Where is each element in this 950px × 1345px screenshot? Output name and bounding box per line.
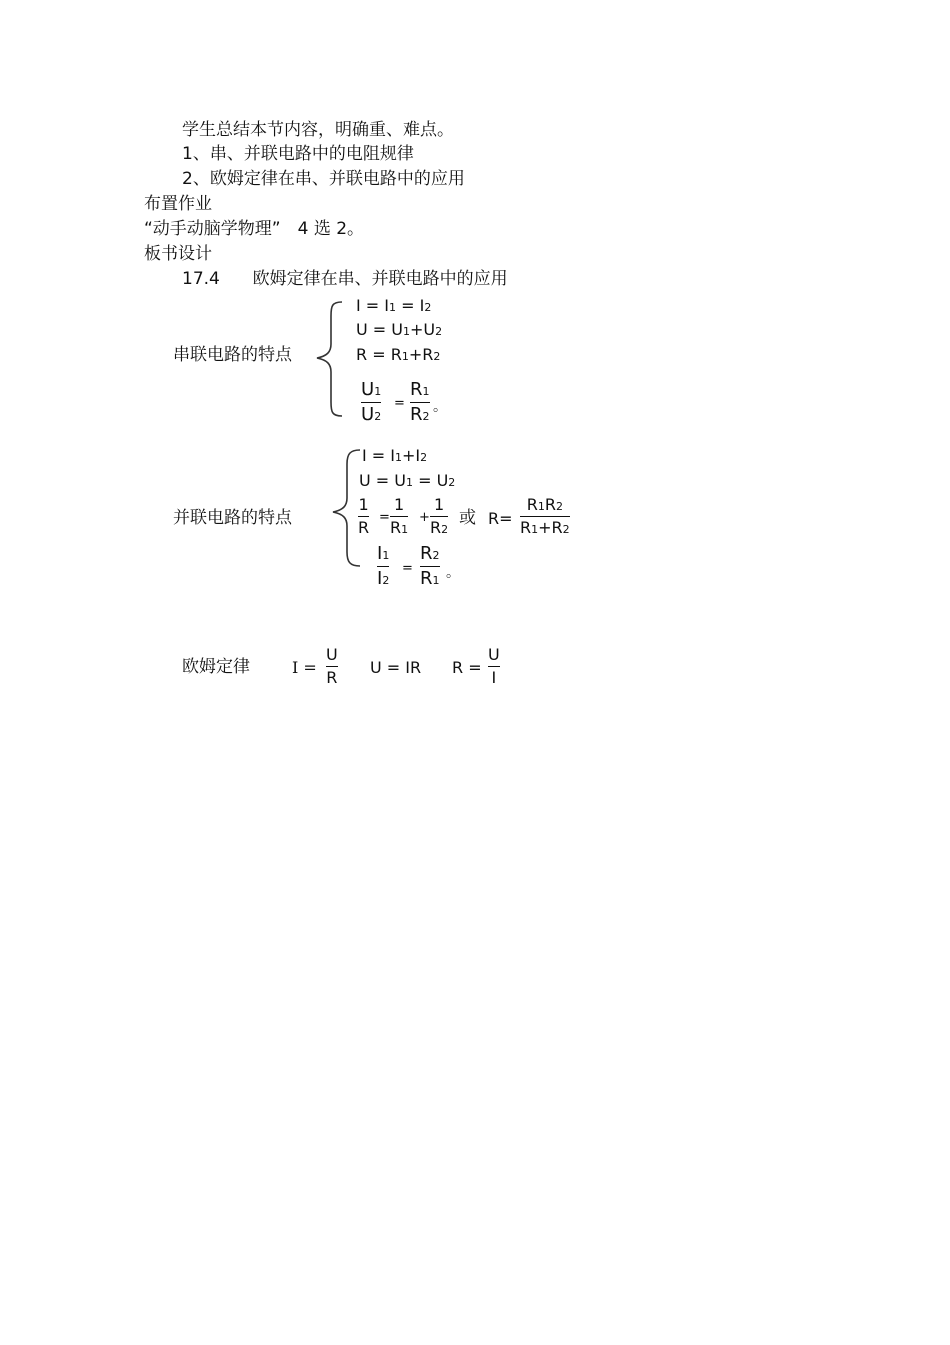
parallel-reciprocal-r2: 1 R2 — [430, 495, 449, 537]
series-brace-icon — [312, 298, 352, 420]
ohm-label: 欧姆定律 — [182, 657, 250, 677]
ohm-resistance-lhs: R = — [452, 658, 482, 677]
parallel-label: 并联电路的特点 — [173, 508, 292, 528]
parallel-voltage-formula: U = U1 = U2 — [359, 471, 456, 490]
section-number: 17.4 — [182, 269, 220, 289]
series-voltage-ratio: U1 U2 — [361, 379, 382, 425]
series-ratio-period: 。 — [433, 399, 447, 415]
series-voltage-formula: U = U1+U2 — [356, 320, 443, 339]
series-label: 串联电路的特点 — [173, 345, 292, 365]
parallel-total-resistance-label: R= — [488, 509, 513, 528]
series-ratio-equals: = — [394, 396, 405, 411]
series-resistance-ratio: R1 R2 — [410, 379, 430, 425]
section-heading — [182, 269, 508, 289]
parallel-ratio-period: 。 — [446, 565, 460, 581]
series-resistance-formula: R = R1+R2 — [356, 345, 441, 364]
summary-intro: 学生总结本节内容，明确重、难点。 — [182, 120, 454, 140]
parallel-or-text: 或 — [459, 508, 476, 528]
board-heading: 板书设计 — [144, 244, 212, 264]
ohm-current-fraction: U R — [326, 645, 338, 687]
summary-point-2: 2、欧姆定律在串、并联电路中的应用 — [182, 169, 465, 189]
parallel-resistance-ratio: R2 R1 — [420, 543, 440, 589]
parallel-reciprocal-equals: = — [379, 510, 390, 525]
section-title: 欧姆定律在串、并联电路中的应用 — [252, 269, 508, 289]
homework-heading: 布置作业 — [144, 194, 212, 214]
summary-point-1: 1、串、并联电路中的电阻规律 — [182, 144, 414, 164]
series-current-formula: I = I1 = I2 — [356, 296, 432, 315]
parallel-reciprocal-total: 1 R — [358, 495, 370, 537]
parallel-current-formula: I = I1+I2 — [362, 446, 428, 465]
ohm-current-lhs: I = — [292, 658, 317, 677]
parallel-total-resistance-fraction: R1R2 R1+R2 — [520, 495, 570, 537]
parallel-current-ratio: I1 I2 — [377, 543, 390, 589]
ohm-voltage-formula: U = IR — [370, 658, 422, 677]
homework-text: “动手动脑学物理” 4 选 2。 — [144, 219, 365, 239]
ohm-resistance-fraction: U I — [488, 645, 500, 687]
parallel-ratio-equals: = — [402, 561, 413, 576]
parallel-reciprocal-plus: + — [419, 510, 430, 525]
parallel-reciprocal-r1: 1 R1 — [390, 495, 409, 537]
